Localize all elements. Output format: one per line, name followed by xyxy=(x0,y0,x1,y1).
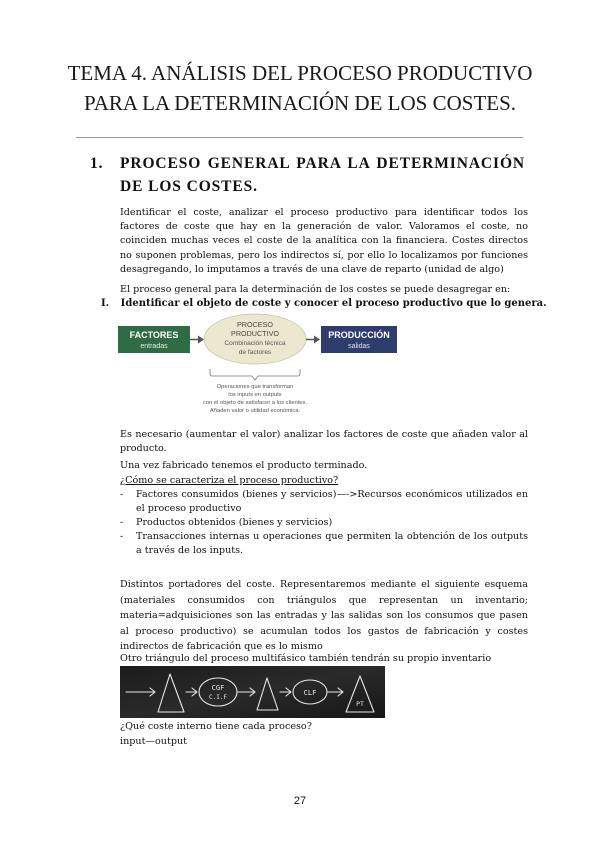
intro-paragraph: Identificar el coste, analizar el proceso productivo para identificar todos los factores de coste que hay en la generación de valor. Valoramos el coste, no coinciden muchas veces el coste de la analítica con la financiera. Costes directos no suponen problemas, pero los indirectos sí, por ello lo localizamos por funciones desagregando, lo imputamos a través de una clave de reparto (unidad de algo) xyxy=(120,207,528,275)
proceso-line-4: de factores xyxy=(238,349,272,356)
caption-line-1: Operaciones que transforman xyxy=(216,384,294,390)
photo-label-3: CLF xyxy=(303,689,317,697)
characteristics-list xyxy=(120,488,528,558)
caption-bracket xyxy=(210,369,300,380)
step-i-text: Identificar el objeto de coste y conocer el proceso productivo que lo genera. xyxy=(120,298,547,309)
list-item-text: Transacciones internas u operaciones que permiten la obtención de los outputs a través de los inputs. xyxy=(136,531,528,556)
multifasico-line: Otro triángulo del proceso multifásico también tendrán su propio inventario xyxy=(120,653,492,664)
caption-line-3: con el objeto de satisfacer a los clientes. xyxy=(202,400,308,406)
photo-label-4: PT xyxy=(356,700,364,708)
bullet-dash: - xyxy=(120,517,124,528)
bullet-dash: - xyxy=(120,531,124,542)
bullet-dash: - xyxy=(120,489,124,500)
section-number: 1. xyxy=(90,155,104,172)
photo-label-2: C.I.F xyxy=(208,694,228,701)
blackboard-cost-flow-photo xyxy=(120,666,385,718)
list-item-text: Factores consumidos (bienes y servicios)—->Recursos económicos utilizados en el proceso productivo xyxy=(136,489,528,514)
section-heading-text: PROCESO GENERAL PARA LA DETERMINACIÓN DE LOS COSTES. xyxy=(120,155,525,195)
title-divider xyxy=(76,137,523,138)
portadores-paragraph: Distintos portadores del coste. Representaremos mediante el siguiente esquema (materiales consumidos con triángulos que representan un inventario; materia=adquisiciones son las entradas y las salidas son los consumos que pasen al proceso productivo) se acumulan todos los gastos de fabricación y costes indirectos de fabricación que es lo mismo xyxy=(120,579,528,653)
valor-paragraph: Es necesario (aumentar el valor) analizar los factores de coste que añaden valor al producto. xyxy=(120,429,528,455)
photo-label-1: CGF xyxy=(211,684,225,692)
terminado-line: Una vez fabricado tenemos el producto terminado. xyxy=(120,460,368,471)
input-output-line: input—output xyxy=(120,736,188,747)
desagregar-line: El proceso general para la determinación de los costes se puede desagregar en: xyxy=(120,284,511,295)
produccion-sub: salidas xyxy=(348,343,370,350)
step-i xyxy=(101,297,547,311)
page-number: 27 xyxy=(293,795,307,807)
factores-sub: entradas xyxy=(140,343,168,350)
factores-title: FACTORES xyxy=(129,330,179,340)
arrow-2-head xyxy=(314,336,320,344)
list-item xyxy=(120,530,528,558)
caption-line-4: Añaden valor o utilidad económica. xyxy=(209,408,301,413)
list-item xyxy=(120,516,528,530)
list-item-text: Productos obtenidos (bienes y servicios) xyxy=(136,517,333,528)
page-title xyxy=(60,58,540,118)
caracteriza-question: ¿Cómo se caracteriza el proceso productivo? xyxy=(120,475,339,486)
caption-line-2: los inputs en outputs xyxy=(228,392,282,398)
arrow-1-head xyxy=(198,336,204,344)
proceso-line-1: PROCESO xyxy=(237,320,273,329)
coste-interno-question: ¿Qué coste interno tiene cada proceso? xyxy=(120,721,312,732)
list-item xyxy=(120,488,528,516)
production-process-diagram xyxy=(118,313,408,413)
step-i-numeral: I. xyxy=(101,298,110,309)
proceso-line-2: PRODUCTIVO xyxy=(231,329,279,338)
produccion-title: PRODUCCIÓN xyxy=(328,330,390,340)
title-line-2: PARA LA DETERMINACIÓN DE LOS COSTES. xyxy=(83,91,517,115)
title-line-1: TEMA 4. ANÁLISIS DEL PROCESO PRODUCTIVO xyxy=(67,61,533,85)
proceso-line-3: Combinación técnica xyxy=(224,340,286,347)
section-heading xyxy=(90,152,525,198)
